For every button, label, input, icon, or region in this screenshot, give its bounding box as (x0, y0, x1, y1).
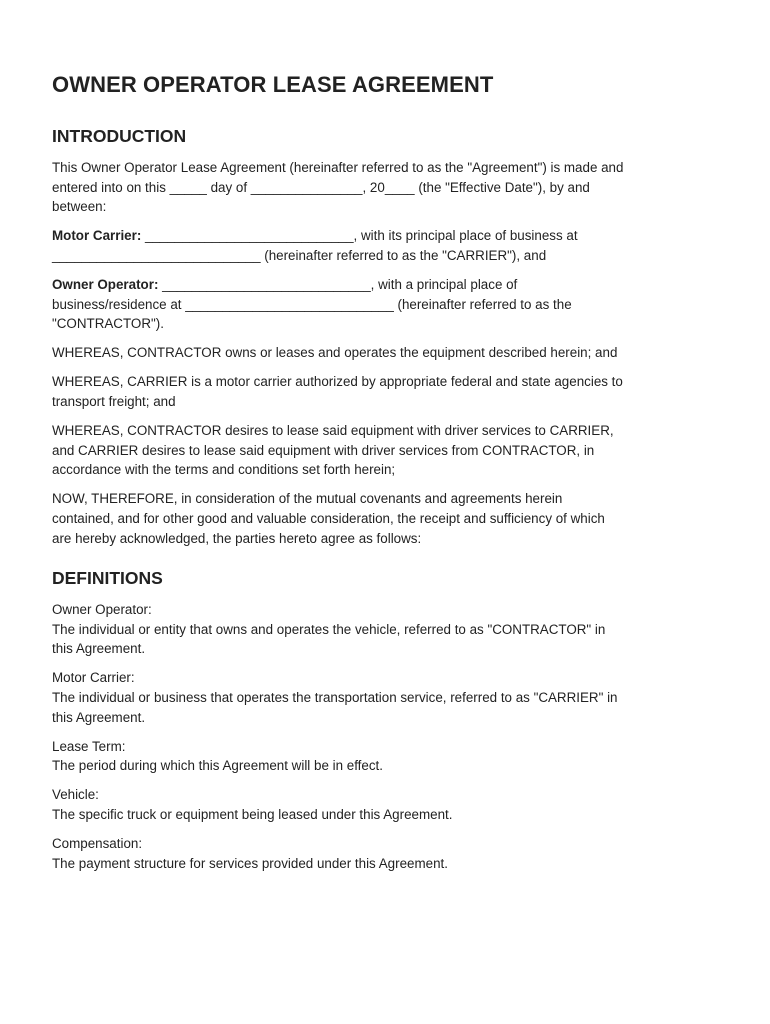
definition-text: The payment structure for services provided under this Agreement. (52, 855, 448, 871)
owner-operator-paragraph (52, 275, 732, 334)
now-therefore-paragraph (52, 489, 732, 548)
text-line: WHEREAS, CONTRACTOR desires to lease said equipment with driver services to CARRIER, (52, 423, 614, 439)
text-line: NOW, THEREFORE, in consideration of the mutual covenants and agreements herein (52, 491, 563, 507)
intro-paragraph (52, 158, 732, 217)
definition-item (52, 737, 732, 776)
text-line: entered into on this _____ day of _______________, 20____ (the "Effective Date"), by and (52, 179, 590, 195)
owner-operator-label: Owner Operator: (52, 276, 159, 292)
motor-carrier-paragraph (52, 226, 732, 265)
definition-item (52, 785, 732, 824)
whereas-paragraph-1 (52, 343, 732, 363)
definition-text: this Agreement. (52, 709, 146, 725)
introduction-heading: INTRODUCTION (52, 126, 187, 146)
definition-item (52, 834, 732, 873)
text-line: "CONTRACTOR"). (52, 316, 164, 332)
text-line: ____________________________, with its principal place of business at (141, 228, 578, 244)
text-line: between: (52, 199, 107, 215)
document-page (52, 70, 732, 883)
definition-term: Motor Carrier: (52, 670, 135, 686)
definitions-heading: DEFINITIONS (52, 568, 163, 589)
definition-term: Owner Operator: (52, 602, 152, 618)
text-line: WHEREAS, CARRIER is a motor carrier authorized by appropriate federal and state agencies to (52, 374, 623, 390)
text-line: are hereby acknowledged, the parties hereto agree as follows: (52, 530, 422, 546)
text-line: business/residence at ____________________________ (hereinafter referred to as the (52, 296, 572, 312)
whereas-paragraph-2 (52, 372, 732, 411)
definition-term: Lease Term: (52, 738, 126, 754)
definition-text: The period during which this Agreement will be in effect. (52, 758, 383, 774)
definition-item (52, 668, 732, 727)
text-line: transport freight; and (52, 393, 176, 409)
definition-term: Vehicle: (52, 787, 99, 803)
definition-text: The specific truck or equipment being leased under this Agreement. (52, 806, 453, 822)
text-line: and CARRIER desires to lease said equipment with driver services from CONTRACTOR, in (52, 442, 595, 458)
text-line: ____________________________, with a principal place of (158, 276, 518, 292)
definition-term: Compensation: (52, 836, 143, 852)
text-line: contained, and for other good and valuable consideration, the receipt and sufficiency of which (52, 510, 605, 526)
text-line: WHEREAS, CONTRACTOR owns or leases and operates the equipment described herein; and (52, 345, 618, 361)
definition-text: The individual or business that operates the transportation service, referred to as "CARRIER" in (52, 689, 618, 705)
text-line: accordance with the terms and conditions set forth herein; (52, 462, 396, 478)
definition-text: The individual or entity that owns and operates the vehicle, referred to as "CONTRACTOR" in (52, 621, 606, 637)
document-title: OWNER OPERATOR LEASE AGREEMENT (52, 72, 494, 97)
definition-text: this Agreement. (52, 641, 146, 657)
whereas-paragraph-3 (52, 421, 732, 480)
motor-carrier-label: Motor Carrier: (52, 228, 142, 244)
text-line: ____________________________ (hereinafter referred to as the "CARRIER"), and (52, 247, 547, 263)
text-line: This Owner Operator Lease Agreement (hereinafter referred to as the "Agreement") is made and (52, 160, 624, 175)
definition-item (52, 600, 732, 659)
